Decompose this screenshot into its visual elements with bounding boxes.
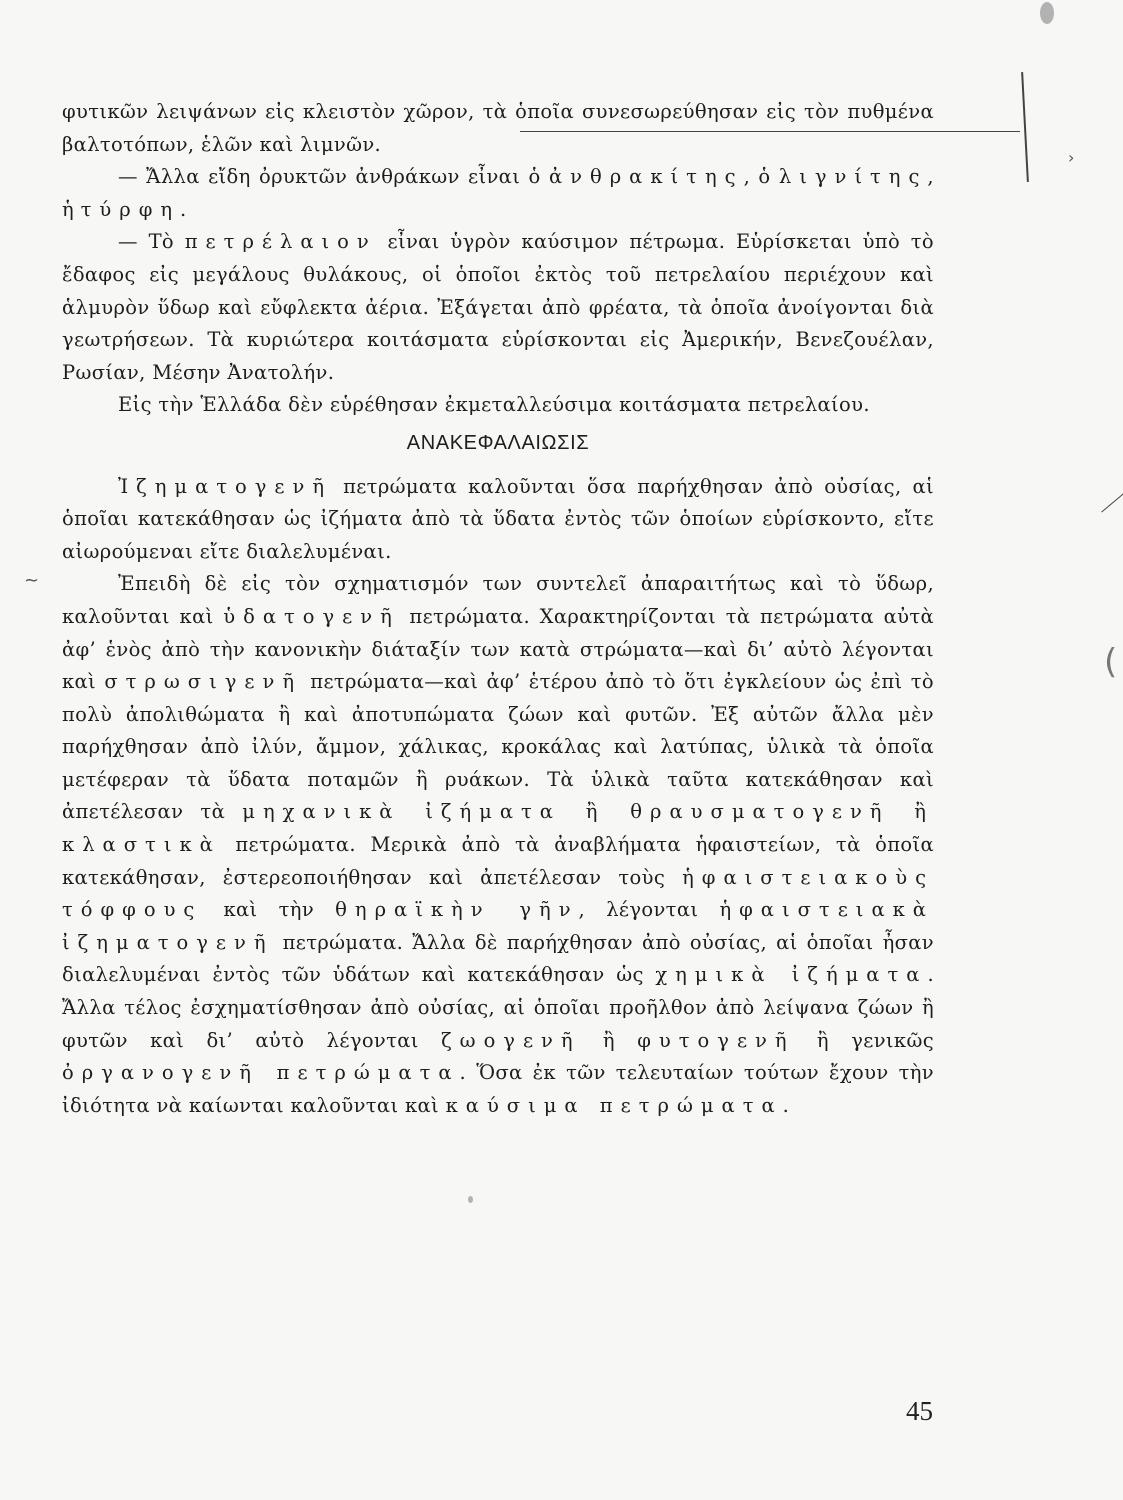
paragraph-5 xyxy=(62,471,934,569)
term-zoogeni: ζωογενῆ xyxy=(441,1028,581,1052)
paragraph-1-text: φυτικῶν λειψάνων εἰς κλειστὸν χῶρον, τὰ ὁποῖα συνεσωρεύθησαν εἰς τὸν πυθμένα βαλτοτόπων, ἑλῶν καὶ λιμνῶν. xyxy=(62,100,934,156)
margin-slash-mark xyxy=(1101,492,1123,512)
corner-smudge xyxy=(1040,2,1054,24)
term-strosigeni: στρωσιγενῆ xyxy=(104,670,303,694)
term-izimatogeni: Ἰζηματογενῆ xyxy=(118,474,333,498)
term-kafsima: καύσιμα πετρώματα xyxy=(445,1093,783,1117)
term-fytogeni: φυτογενῆ xyxy=(637,1028,795,1052)
margin-arrow-mark: › xyxy=(1068,148,1075,167)
p2-text-4: . xyxy=(180,197,187,221)
margin-paren-mark: ( xyxy=(1104,642,1118,682)
p6-text-6: , λέγονται xyxy=(578,898,720,922)
section-heading: ΑΝΑΚΕΦΑΛΑΙΩΣΙΣ xyxy=(406,431,590,454)
p2-text-2: , ὁ xyxy=(743,165,779,189)
term-thiraiki-gi: θηραϊκὴν γῆν xyxy=(335,898,579,922)
bottom-dot xyxy=(468,1196,473,1203)
p6-text-12: . xyxy=(782,1093,790,1117)
p6-text-10: ἢ γενικῶς xyxy=(794,1028,934,1052)
p6-text-4: πετρώματα. Μερικὰ ἀπὸ τὰ ἀναβλήματα ἡφαιστείων, τὰ ὁποῖα κατεκάθησαν, ἐστερεοποιήθησαν καὶ ἀπετέλεσαν τοὺς xyxy=(62,833,934,889)
p3-text-1: — Τὸ xyxy=(118,230,185,254)
margin-vertical-mark xyxy=(1021,72,1029,182)
paragraph-1 xyxy=(62,96,934,161)
p2-text-3: , ἡ xyxy=(62,165,934,221)
paragraph-6 xyxy=(62,568,934,1122)
term-ydatogeni: ὑδατογενῆ xyxy=(223,604,400,628)
p6-text-11: . Ὅσα ἐκ τῶν τελευταίων τούτων ἔχουν τὴν ἰδιότητα νὰ καίωνται καλοῦνται καὶ xyxy=(62,1061,935,1117)
term-tyrfi: τύρφη xyxy=(80,197,181,221)
term-anthrakitis: ἀνθρακίτης xyxy=(548,165,744,189)
term-lignitis: λιγνίτης xyxy=(778,165,928,189)
term-tofoi: ἡφαιστειακοὺς τόφφους xyxy=(62,865,934,922)
p6-text-2: πετρώματα. Χαρακτηρίζονται τὰ πετρώματα αὐτὰ ἀφ’ ἑνὸς ἀπὸ τὴν κανονικὴν διάταξίν των κατὰ στρώματα—καὶ δι’ αὐτὸ λέγονται καὶ xyxy=(62,604,934,694)
p3-text-2: εἶναι ὑγρὸν καύσιμον πέτρωμα. Εὑρίσκεται ὑπὸ τὸ ἔδαφος εἰς μεγάλους θυλάκους, οἱ ὁποῖοι ἐκτὸς τοῦ πετρελαίου περιέχουν καὶ ἁλμυρὸν ὕδωρ καὶ εὔφλεκτα ἀέρια. Ἐξάγεται ἀπὸ φρέατα, τὰ ὁποῖα ἀνοίγονται διὰ γεωτρήσεων. Τὰ κυριώτερα κοιτάσματα εὑρίσκονται εἰς Ἀμερικήν, Βενεζουέλαν, Ρωσίαν, Μέσην Ἀνατολήν. xyxy=(62,230,934,384)
term-organogeni: ὀργανογενῆ πετρώματα xyxy=(62,1061,460,1085)
term-ifaisteiaka: ἡφαιστειακὰ ἰζηματογενῆ xyxy=(62,898,934,954)
paragraph-4 xyxy=(62,389,934,422)
p6-text-1: Ἐπειδὴ δὲ εἰς τὸν σχηματισμόν των συντελεῖ ἀπαραιτήτως καὶ τὸ ὕδωρ, καλοῦνται καὶ xyxy=(62,572,934,628)
paragraph-2 xyxy=(62,161,934,226)
page-body xyxy=(62,96,934,1122)
margin-dash-mark: ~ xyxy=(24,570,40,591)
term-mixanika: μηχανικὰ ἰζήματα ἢ θραυσματογενῆ ἢ κλαστικὰ xyxy=(62,800,934,857)
page-number: 45 xyxy=(906,1396,933,1426)
term-ximika: χημικὰ ἰζήματα xyxy=(655,963,928,987)
paragraph-4-text: Εἰς τὴν Ἑλλάδα δὲν εὑρέθησαν ἐκμεταλλεύσιμα κοιτάσματα πετρελαίου. xyxy=(118,393,870,417)
p6-text-7: πετρώματα. Ἄλλα δὲ παρήχθησαν ἀπὸ οὐσίας, αἱ ὁποῖαι ἦσαν διαλελυμέναι ἐντὸς τῶν ὑδάτων καὶ κατεκάθησαν ὡς xyxy=(62,930,934,987)
p6-text-3: πετρώματα—καὶ ἀφ’ ἑτέρου ἀπὸ τὸ ὅτι ἐγκλείουν ὡς ἐπὶ τὸ πολὺ ἀπολιθώματα ἢ καὶ ἀποτυπώματα ζώων καὶ φυτῶν. Ἐξ αὐτῶν ἄλλα μὲν παρήχθησαν ἀπὸ ἰλύν, ἄμμον, χάλικας, κροκάλας καὶ λατύπας, ὑλικὰ τὰ ὁποῖα μετέφεραν τὰ ὕδατα ποταμῶν ἢ ρυάκων. Τὰ ὑλικὰ ταῦτα κατεκάθησαν καὶ ἀπετέλεσαν τὰ xyxy=(62,670,934,824)
paragraph-3 xyxy=(62,226,934,389)
p6-text-9: ἢ xyxy=(580,1028,638,1052)
term-petrelaion: πετρέλαιον xyxy=(184,230,377,254)
p2-text-1: — Ἄλλα εἴδη ὀρυκτῶν ἀνθράκων εἶναι ὁ xyxy=(118,165,549,189)
p5-text-1: πετρώματα καλοῦνται ὅσα παρήχθησαν ἀπὸ οὐσίας, αἱ ὁποῖαι κατεκάθησαν ὡς ἰζήματα ἀπὸ τὰ ὕδατα ἐντὸς τῶν ὁποίων εὑρίσκοντο, εἴτε αἰωρούμεναι εἴτε διαλελυμέναι. xyxy=(62,474,934,563)
p6-text-8: . Ἄλλα τέλος ἐσχηματίσθησαν ἀπὸ οὐσίας, αἱ ὁποῖαι προῆλθον ἀπὸ λείψανα ζώων ἢ φυτῶν καὶ δι’ αὐτὸ λέγονται xyxy=(62,963,934,1052)
p6-text-5: καὶ τὴν xyxy=(202,898,336,922)
